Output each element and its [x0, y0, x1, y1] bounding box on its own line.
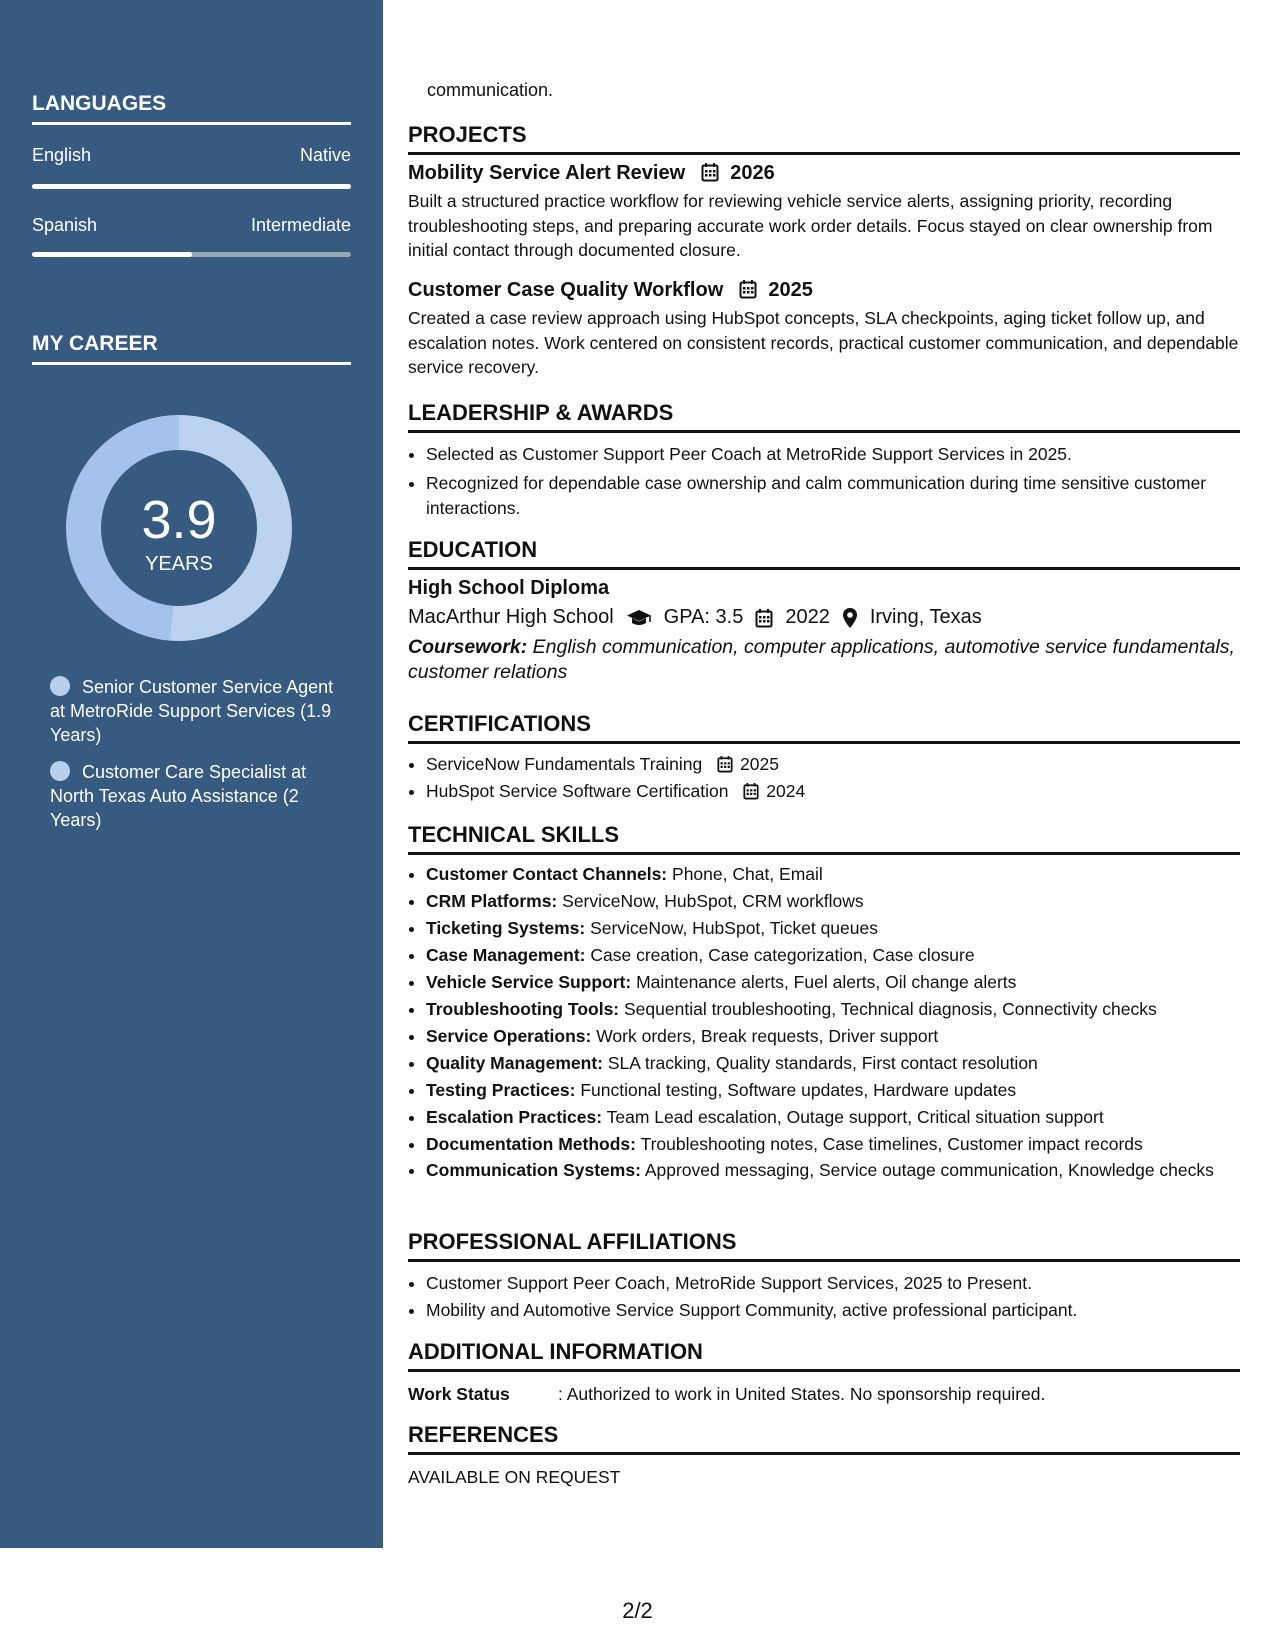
certification-year: 2024 [766, 781, 806, 801]
skill-item [426, 1023, 1240, 1050]
skill-item [426, 996, 1240, 1023]
certification-name: ServiceNow Fundamentals Training [426, 754, 703, 774]
education-school: MacArthur High School [408, 606, 614, 628]
education-year: 2022 [785, 606, 830, 628]
projects-heading: PROJECTS [408, 122, 1240, 155]
additional-info-heading: ADDITIONAL INFORMATION [408, 1339, 1240, 1372]
project-description: Built a structured practice workflow for reviewing vehicle service alerts, assigning priority, recording troubleshooting steps, and preparing accurate work order details. Focus stayed on clear ownership from initial contact through documented closure. [408, 191, 1213, 260]
career-item [50, 675, 340, 747]
skill-label: Service Operations: [426, 1026, 592, 1046]
calendar-icon [717, 755, 733, 773]
skill-label: Vehicle Service Support: [426, 972, 632, 992]
language-level: Intermediate [250, 215, 351, 235]
skills-heading: TECHNICAL SKILLS [408, 822, 1240, 855]
education-details [408, 606, 1240, 629]
skill-value: Sequential troubleshooting, Technical diagnosis, Connectivity checks [624, 999, 1157, 1019]
references-heading: REFERENCES [408, 1422, 1240, 1455]
skill-item [426, 861, 1240, 888]
project-description: Created a case review approach using HubSpot concepts, SLA checkpoints, aging ticket follow up, and escalation notes. Work centered on consistent records, practical customer communication, and dependable service recovery. [408, 308, 1239, 377]
skill-item [426, 1050, 1240, 1077]
skill-item [426, 942, 1240, 969]
affiliation-item: • Mobility and Automotive Service Support Community, active professional participant. [426, 1297, 1240, 1324]
skill-item [426, 1158, 1240, 1183]
location-pin-icon [842, 607, 858, 629]
skill-value: Maintenance alerts, Fuel alerts, Oil change alerts [636, 972, 1017, 992]
affiliations-list [408, 1270, 1240, 1324]
skill-value: ServiceNow, HubSpot, Ticket queues [590, 918, 878, 938]
education-item [408, 577, 1240, 684]
career-item [50, 760, 340, 832]
skill-label: Documentation Methods: [426, 1134, 636, 1154]
education-degree: High School Diploma [408, 577, 610, 599]
references-text: AVAILABLE ON REQUEST [408, 1467, 621, 1487]
coursework-label: Coursework: [408, 636, 528, 658]
calendar-icon [755, 608, 773, 628]
skills-list [408, 861, 1240, 1183]
skill-label: Customer Contact Channels: [426, 864, 668, 884]
education-gpa: GPA: 3.5 [663, 606, 744, 628]
project-title-row [408, 162, 1240, 185]
skill-value: Work orders, Break requests, Driver support [596, 1026, 939, 1046]
language-proficiency-bar [32, 184, 351, 189]
language-proficiency-fill [32, 184, 351, 189]
career-donut-chart [66, 415, 292, 641]
skill-value: Functional testing, Software updates, Hardware updates [580, 1080, 1017, 1100]
skill-value: Case creation, Case categorization, Case closure [590, 945, 975, 965]
calendar-icon [743, 782, 759, 800]
project-title: Mobility Service Alert Review [408, 162, 686, 184]
language-row [32, 145, 351, 166]
project-year: 2025 [768, 279, 813, 301]
leadership-list [408, 441, 1240, 520]
skill-label: Case Management: [426, 945, 586, 965]
education-heading: EDUCATION [408, 537, 1240, 570]
skill-label: Troubleshooting Tools: [426, 999, 620, 1019]
language-name: Spanish [32, 215, 98, 235]
graduation-cap-icon [626, 609, 652, 627]
career-total-years: 3.9 [141, 490, 217, 550]
skill-item [426, 1077, 1240, 1104]
affiliation-item: • Customer Support Peer Coach, MetroRide Support Services, 2025 to Present. [426, 1270, 1240, 1297]
career-item-text: Senior Customer Service Agent at MetroRide Support Services (1.9 Years) [50, 677, 334, 745]
certifications-list [408, 751, 1240, 805]
skill-value: SLA tracking, Quality standards, First contact resolution [607, 1053, 1038, 1073]
languages-heading: LANGUAGES [32, 92, 351, 125]
skill-value: ServiceNow, HubSpot, CRM workflows [562, 891, 864, 911]
language-level: Native [299, 145, 351, 165]
skill-item [426, 915, 1240, 942]
leadership-item: • Recognized for dependable case ownership and calm communication during time sensitive customer interactions. [426, 471, 1240, 520]
education-location: Irving, Texas [869, 606, 982, 628]
affiliations-heading: PROFESSIONAL AFFILIATIONS [408, 1229, 1240, 1262]
skill-value: Approved messaging, Service outage communication, Knowledge checks [644, 1160, 1214, 1180]
language-name: English [32, 145, 92, 165]
skill-value: Troubleshooting notes, Case timelines, Customer impact records [640, 1134, 1143, 1154]
project-item [408, 279, 1240, 380]
page-number: 2/2 [622, 1598, 653, 1623]
certifications-heading: CERTIFICATIONS [408, 711, 1240, 744]
language-proficiency-fill [32, 252, 192, 257]
work-status-row [408, 1384, 1240, 1405]
skill-value: Team Lead escalation, Outage support, Critical situation support [606, 1107, 1104, 1127]
skill-item [426, 888, 1240, 915]
leadership-heading: LEADERSHIP & AWARDS [408, 400, 1240, 433]
work-status-label: Work Status [408, 1384, 510, 1404]
continuation-text: communication. [427, 80, 554, 100]
certification-name: HubSpot Service Software Certification [426, 781, 729, 801]
calendar-icon [739, 279, 757, 299]
skill-item [426, 969, 1240, 996]
project-title-row [408, 279, 1240, 302]
project-title: Customer Case Quality Workflow [408, 279, 724, 301]
sidebar [0, 0, 383, 1548]
certification-year: 2025 [740, 754, 779, 774]
calendar-icon [701, 162, 719, 182]
skill-label: CRM Platforms: [426, 891, 558, 911]
career-bullet-icon [50, 761, 70, 781]
language-row [32, 215, 351, 236]
certification-item [426, 778, 1240, 805]
skill-label: Communication Systems: [426, 1160, 641, 1180]
certification-item [426, 751, 1240, 778]
career-list [50, 675, 340, 845]
work-status-value: : Authorized to work in United States. No sponsorship required. [558, 1384, 1046, 1404]
education-coursework [408, 635, 1240, 684]
project-item [408, 162, 1240, 263]
skill-label: Escalation Practices: [426, 1107, 603, 1127]
skill-item [426, 1104, 1240, 1131]
career-bullet-icon [50, 676, 70, 696]
career-years-label: YEARS [145, 553, 213, 575]
skill-value: Phone, Chat, Email [672, 864, 823, 884]
career-heading: MY CAREER [32, 332, 351, 365]
skill-label: Testing Practices: [426, 1080, 576, 1100]
skill-item [426, 1131, 1240, 1158]
skill-label: Ticketing Systems: [426, 918, 586, 938]
project-year: 2026 [730, 162, 775, 184]
coursework-text: English communication, computer applications, automotive service fundamentals, customer relations [408, 636, 1235, 683]
skill-label: Quality Management: [426, 1053, 603, 1073]
career-item-text: Customer Care Specialist at North Texas Auto Assistance (2 Years) [50, 762, 307, 830]
language-proficiency-bar [32, 252, 351, 257]
leadership-item: • Selected as Customer Support Peer Coach at MetroRide Support Services in 2025. [426, 441, 1240, 468]
